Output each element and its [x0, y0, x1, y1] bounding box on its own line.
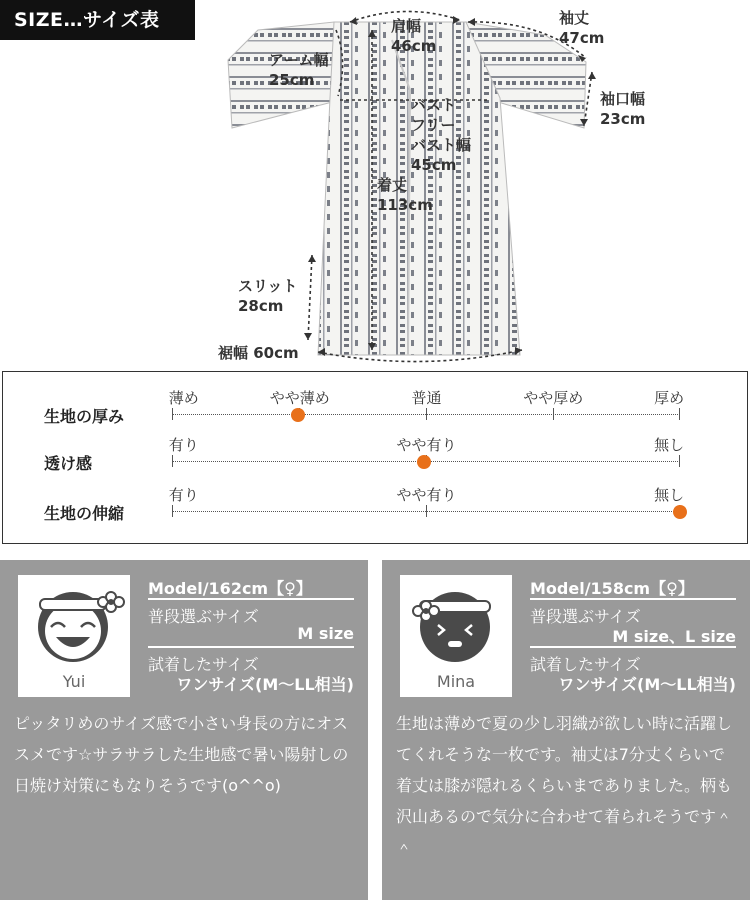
scale-tick: [172, 408, 173, 420]
tried-size-label: 試着したサイズ: [148, 655, 259, 674]
scale-tick-label: 無し: [654, 436, 685, 454]
usual-size-value: M size、L size: [612, 627, 736, 646]
bust-label: バスト: [411, 96, 457, 114]
scale-tick: [172, 455, 173, 467]
sleeve-length-value: 47cm: [559, 29, 605, 47]
scale-tick-label: やや厚め: [523, 389, 584, 407]
slit-value: 28cm: [238, 297, 284, 315]
avatar: [18, 575, 130, 697]
arm-width-value: 25cm: [269, 71, 315, 89]
scale-tick: [426, 408, 427, 420]
scale-tick-label: 有り: [168, 486, 199, 504]
divider: [148, 646, 354, 648]
scale-tick-label: 薄め: [168, 389, 199, 407]
scale-row-label: 生地の厚み: [44, 407, 125, 426]
scale-marker-dot: [673, 505, 687, 519]
avatar: [400, 575, 512, 697]
divider: [530, 646, 736, 648]
usual-size-value: M size: [297, 624, 354, 643]
scale-tick-label: 無し: [654, 486, 685, 504]
scale-tick: [426, 505, 427, 517]
scale-tick-label: 有り: [168, 436, 199, 454]
scale-tick: [679, 455, 680, 467]
scale-row-label: 透け感: [44, 454, 93, 473]
scale-tick: [553, 408, 554, 420]
model-panel-mina: [382, 560, 750, 900]
tried-size-value: ワンサイズ(M〜LL相当): [558, 675, 736, 694]
sleeve-length-label: 袖丈: [559, 9, 590, 27]
model-panel-yui: [0, 560, 368, 900]
bust-free-label: フリー: [411, 116, 456, 134]
usual-size-label: 普段選ぶサイズ: [148, 607, 259, 626]
usual-size-label: 普段選ぶサイズ: [530, 607, 641, 626]
scale-tick-label: やや有り: [396, 486, 457, 504]
model-comment: 生地は薄めで夏の少し羽織が欲しい時に活躍してくれそうな一枚です。袖丈は7分丈くらいで着丈は膝が隠れるくらいまでありました。柄も沢山あるので気分に合わせて着られそうです＾＾: [396, 714, 733, 857]
length-label: 着丈: [377, 176, 408, 194]
tried-size-value: ワンサイズ(M〜LL相当): [176, 675, 354, 694]
divider: [148, 598, 354, 600]
shoulder-value: 46cm: [391, 37, 437, 55]
scale-row-label: 生地の伸縮: [44, 504, 125, 523]
scale-tick-label: やや薄め: [269, 389, 330, 407]
scale-tick-label: やや有り: [396, 436, 457, 454]
model-name: Yui: [62, 672, 86, 691]
hem-width-label: 裾幅 60cm: [218, 344, 299, 362]
scale-marker-dot: [417, 455, 431, 469]
arm-width-label: アーム幅: [269, 51, 329, 69]
bust-width-label: バスト幅: [411, 136, 472, 154]
scale-tick-label: 厚め: [654, 389, 685, 407]
model-info: Model/158cm【♀】: [530, 579, 694, 598]
cuff-width-value: 23cm: [600, 110, 646, 128]
scale-tick: [679, 408, 680, 420]
length-value: 113cm: [377, 196, 433, 214]
bust-width-value: 45cm: [411, 156, 457, 174]
model-comment: ピッタリめのサイズ感で小さい身長の方にオススメです☆サラサラした生地感で暑い陽射しの日焼け対策にもなりそうです(o^^o): [14, 714, 349, 795]
divider: [530, 598, 736, 600]
slit-label: スリット: [238, 277, 298, 295]
scale-tick: [172, 505, 173, 517]
cuff-width-label: 袖口幅: [600, 90, 646, 108]
size-chart-header: SIZE…サイズ表: [0, 0, 195, 40]
shoulder-label: 肩幅: [391, 17, 422, 35]
model-info: Model/162cm【♀】: [148, 579, 312, 598]
tried-size-label: 試着したサイズ: [530, 655, 641, 674]
scale-marker-dot: [291, 408, 305, 422]
scale-tick-label: 普通: [411, 389, 442, 407]
model-name: Mina: [436, 672, 476, 691]
